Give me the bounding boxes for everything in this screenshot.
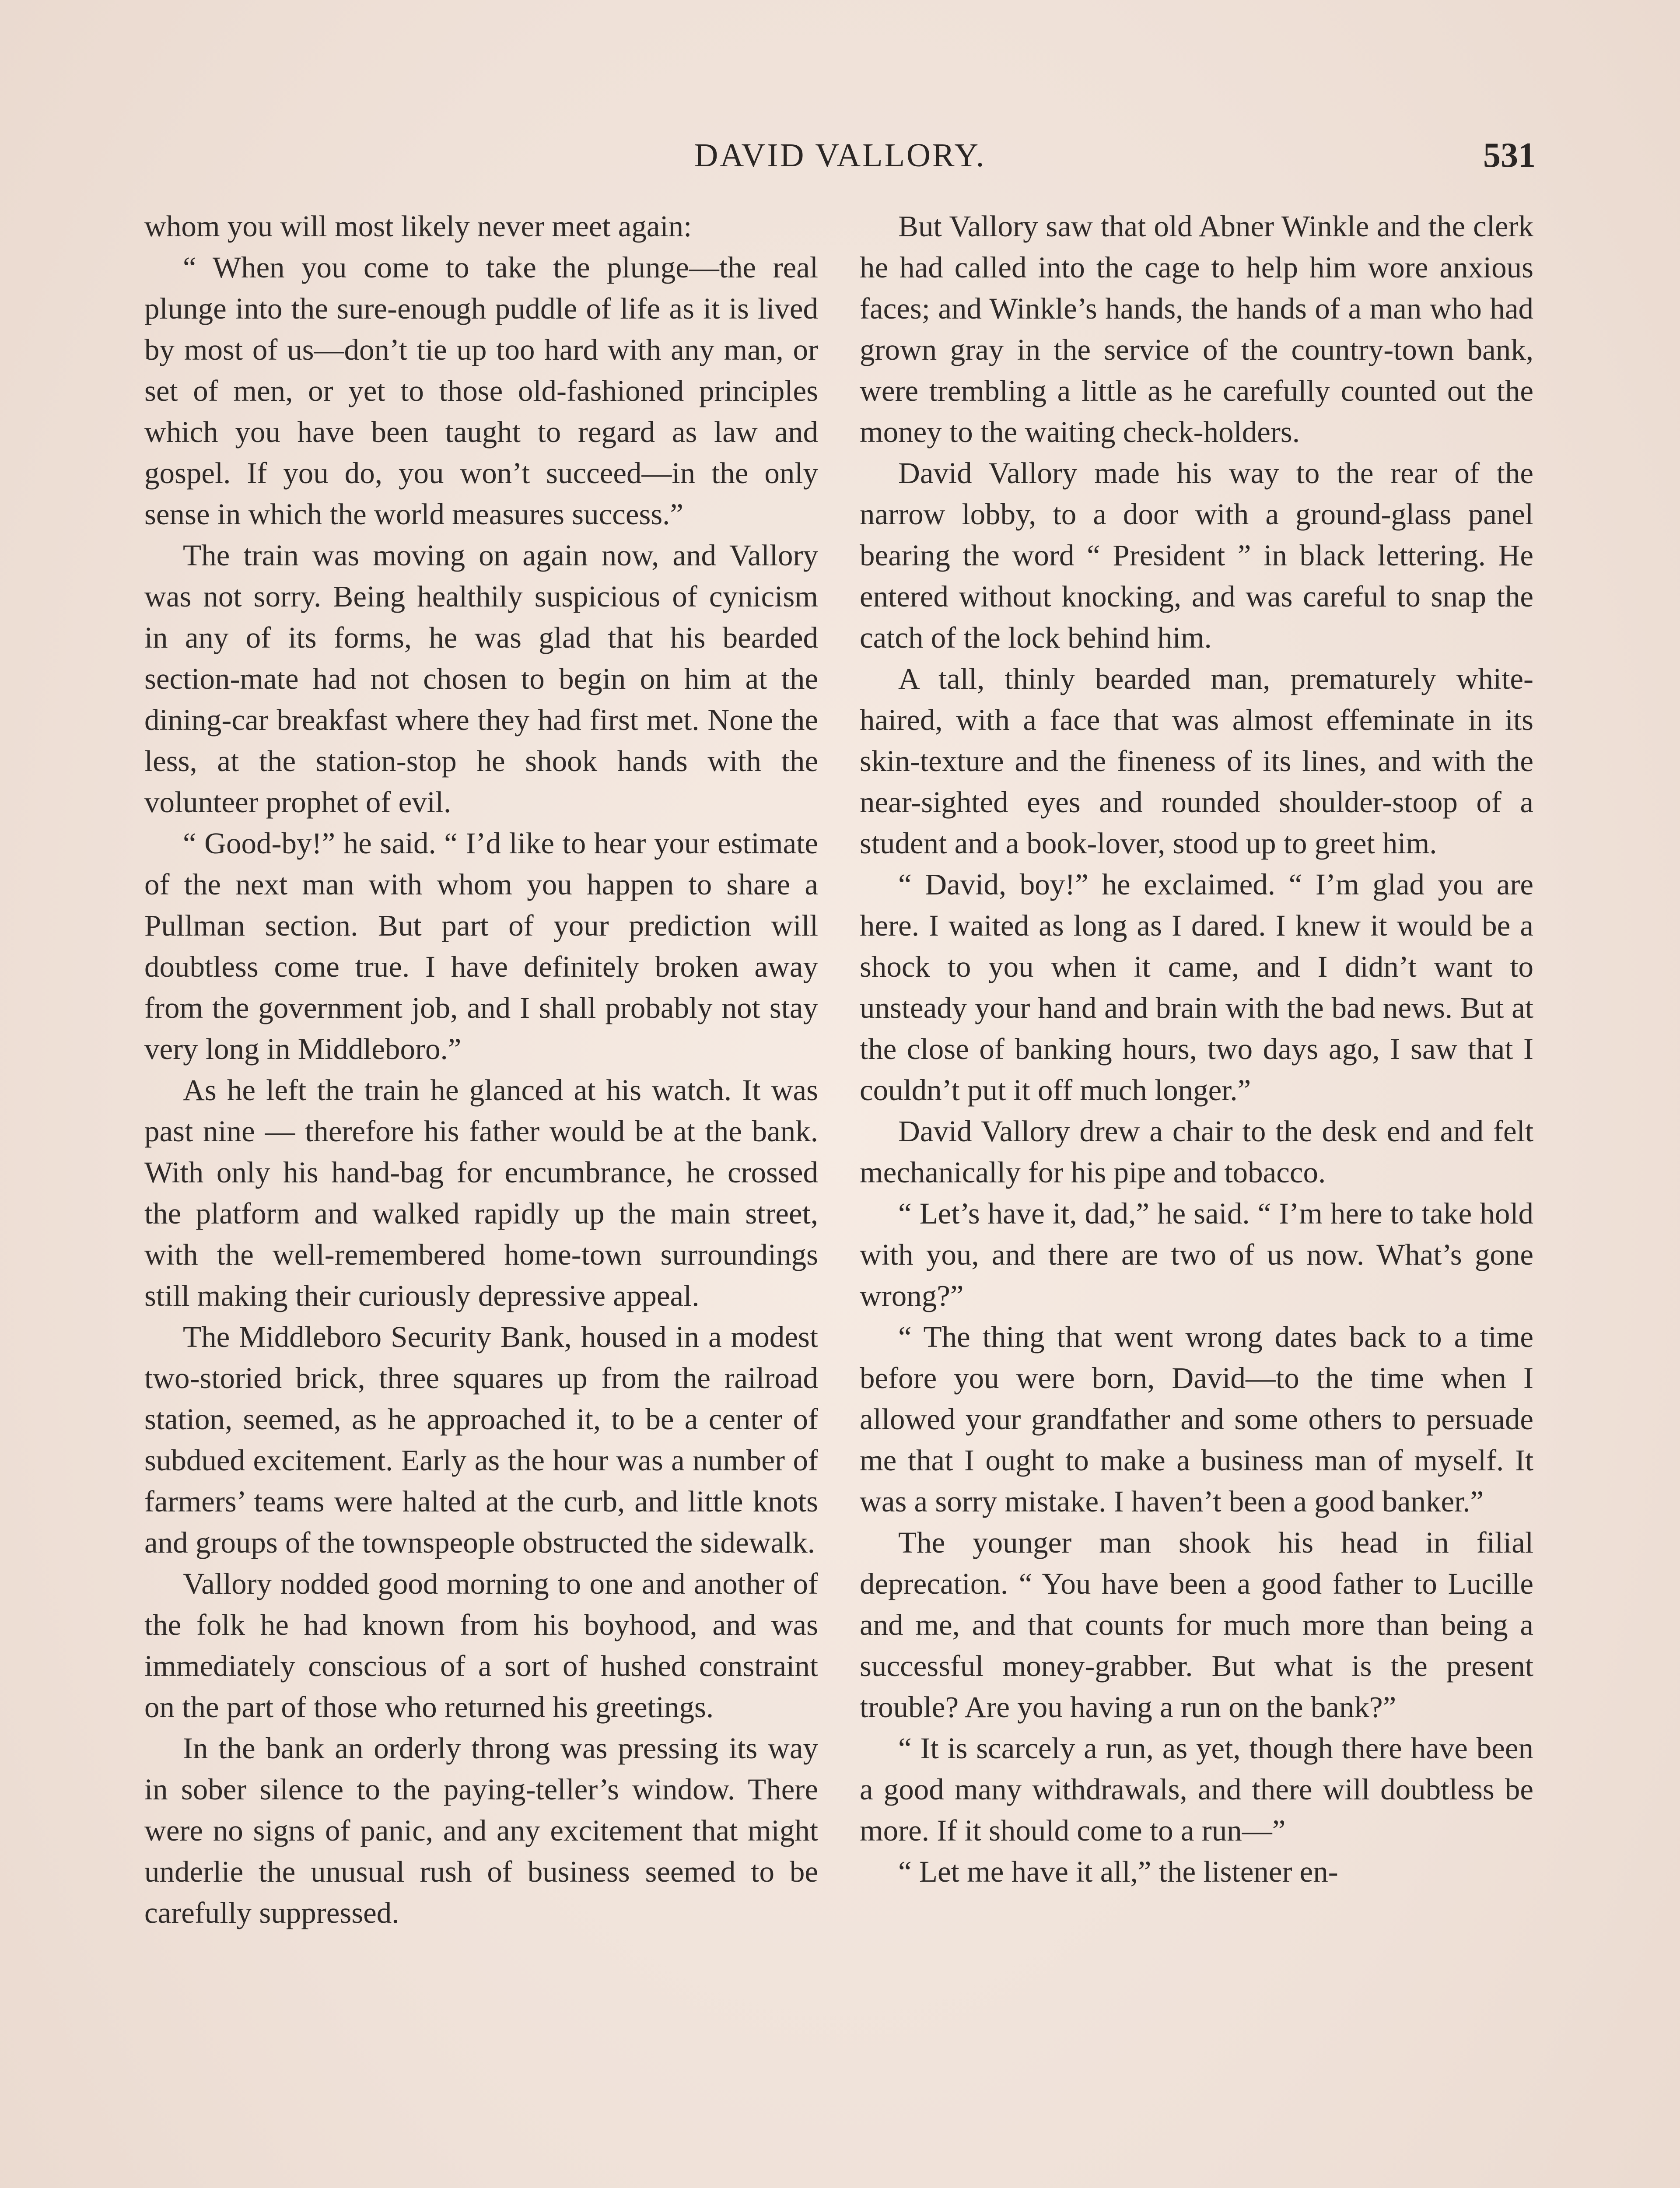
paragraph: The Middleboro Security Bank, housed in a modest two-storied brick, three squares up from the railroad station, seemed, as he approached it, to be a center of subdued excitement. Early as the hour was a number of farmers’ teams were halted at the curb, and little knots and groups of the townspeople obstructed the sidewalk.	[144, 1320, 818, 1559]
paragraph: “ David, boy!” he exclaimed. “ I’m glad you are here. I waited as long as I dared. I knew it would be a shock to you when it came, and I didn’t want to unsteady your hand and brain with the bad news. But at the close of banking hours, two days ago, I saw that I couldn’t put it off much longer.”	[860, 868, 1533, 1107]
paragraph: “ Let’s have it, dad,” he said. “ I’m here to take hold with you, and there are two of us now. What’s gone wrong?”	[860, 1197, 1533, 1312]
paragraph: The train was moving on again now, and Vallory was not sorry. Being healthily suspicious of cynicism in any of its forms, he was glad that his bearded section-mate had not chosen to begin on him at the dining-car breakfast where they had first met. None the less, at the station-stop he shook hands with the volunteer prophet of evil.	[144, 539, 818, 819]
paragraph: As he left the train he glanced at his watch. It was past nine — therefore his father would be at the bank. With only his hand-bag for encumbrance, he crossed the platform and walked rapidly up the main street, with the well-remembered home-town surroundings still making their curiously depressive appeal.	[144, 1073, 818, 1312]
paragraph: “ When you come to take the plunge—the real plunge into the sure-enough puddle of life as it is lived by most of us—don’t tie up too hard with any man, or set of men, or yet to those old-fashioned principles which you have been taught to regard as law and gospel. If you do, you won’t succeed—in the only sense in which the world measures success.”	[144, 251, 818, 531]
paragraph: But Vallory saw that old Abner Winkle and the clerk he had called into the cage to help him wore anxious faces; and Winkle’s hands, the hands of a man who had grown gray in the service of the country-town bank, were trembling a little as he carefully counted out the money to the waiting check-holders.	[860, 210, 1533, 449]
paragraph: “ The thing that went wrong dates back to a time before you were born, David—to the time when I allowed your grandfather and some others to persuade me that I ought to make a business man of myself. It was a sorry mistake. I haven’t been a good banker.”	[860, 1320, 1533, 1518]
paragraph: David Vallory made his way to the rear of the narrow lobby, to a door with a ground-glass panel bearing the word “ President ” in black lettering. He entered without knocking, and was careful to snap the catch of the lock behind him.	[860, 456, 1533, 654]
paragraph: “ Good-by!” he said. “ I’d like to hear your estimate of the next man with whom you happen to share a Pullman section. But part of your prediction will doubtless come true. I have definitely broken away from the government job, and I shall probably not stay very long in Middleboro.”	[144, 827, 818, 1066]
paragraph: “ It is scarcely a run, as yet, though there have been a good many withdrawals, and there will doubtless be more. If it should come to a run—”	[860, 1732, 1533, 1847]
running-title: DAVID VALLORY.	[694, 137, 986, 174]
paragraph: David Vallory drew a chair to the desk end and felt mechanically for his pipe and tobacco.	[860, 1115, 1533, 1189]
page-header	[144, 131, 1536, 179]
right-text-column	[860, 206, 1533, 1892]
paragraph: whom you will most likely never meet again:	[144, 210, 692, 243]
paragraph: In the bank an orderly throng was pressing its way in sober silence to the paying-teller’s window. There were no signs of panic, and any excitement that might underlie the unusual rush of business seemed to be carefully suppressed.	[144, 1732, 818, 1929]
paragraph: Vallory nodded good morning to one and another of the folk he had known from his boyhood, and was immediately conscious of a sort of hushed constraint on the part of those who returned his greetings.	[144, 1567, 818, 1724]
paragraph: A tall, thinly bearded man, prematurely white-haired, with a face that was almost effeminate in its skin-texture and the fineness of its lines, and with the near-sighted eyes and rounded shoulder-stoop of a student and a book-lover, stood up to greet him.	[860, 662, 1533, 860]
paragraph: The younger man shook his head in filial deprecation. “ You have been a good father to Lucille and me, and that counts for much more than being a successful money-grabber. But what is the present trouble? Are you having a run on the bank?”	[860, 1526, 1533, 1724]
paragraph: “ Let me have it all,” the listener en-	[898, 1855, 1338, 1888]
left-text-column	[144, 206, 818, 1933]
page-number: 531	[1483, 136, 1536, 175]
